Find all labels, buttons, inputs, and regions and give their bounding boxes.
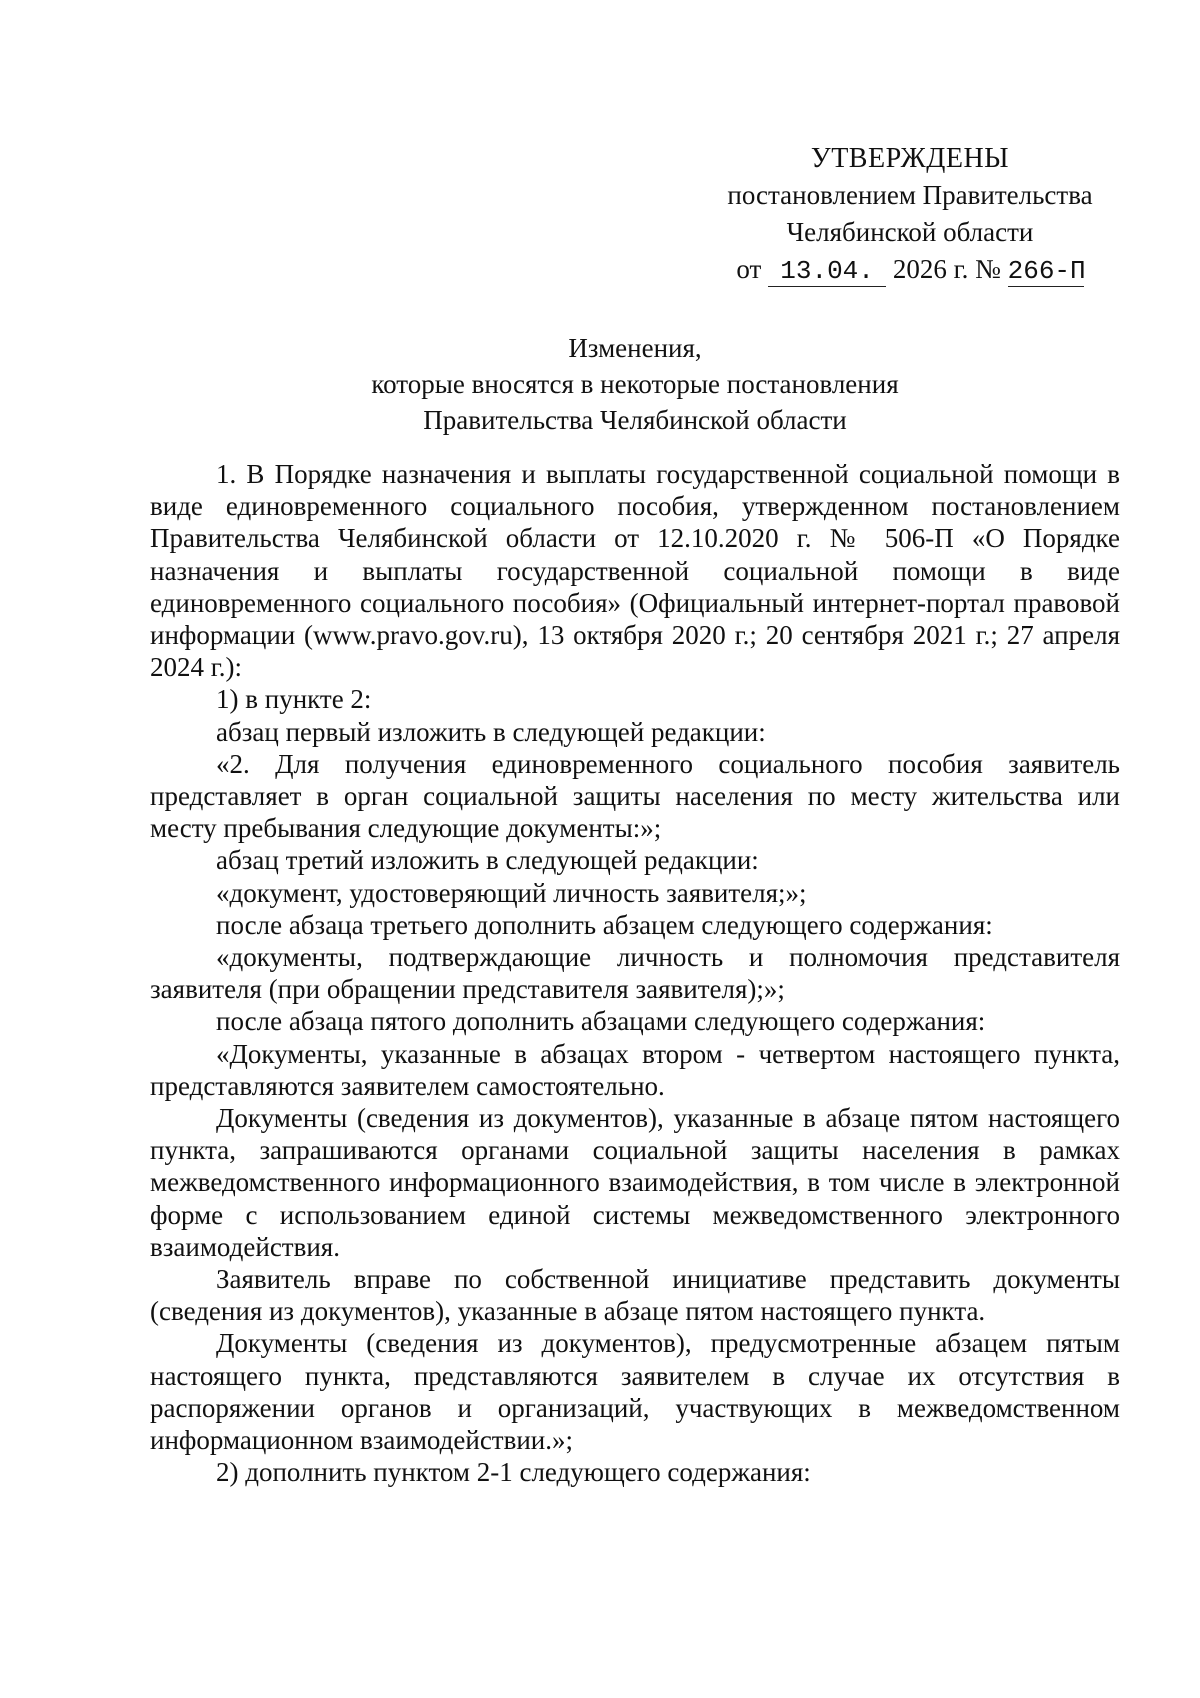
approval-title: УТВЕРЖДЕНЫ bbox=[810, 143, 1010, 174]
approval-line-1: постановлением Правительства bbox=[727, 180, 1093, 210]
approval-number-value: 266-П bbox=[1007, 256, 1086, 286]
heading-line-1: Изменения, bbox=[568, 333, 702, 363]
approval-line-2: Челябинской области bbox=[786, 217, 1034, 247]
body-paragraph: Заявитель вправе по собственной инициативе представить документы (сведения из документов), указанные в абзаце пятом настоящего пункта. bbox=[150, 1264, 1120, 1327]
body-paragraph: 1. В Порядке назначения и выплаты государственной социальной помощи в виде единовременного социального пособия, утвержденном постановлением Правительства Челябинской области от 12.10.2020 г. № 506-П «О Порядке назначения и выплаты государственной социальной помощи в виде единовременного социального пособия» (Официальный интернет-портал правовой информации (www.pravo.gov.ru), 13 октября 2020 г.; 20 сентября 2021 г.; 27 апреля 2024 г.): bbox=[150, 459, 1120, 683]
body-paragraph: Документы (сведения из документов), указанные в абзаце пятом настоящего пункта, запрашиваются органами социальной защиты населения в рамках межведомственного информационного взаимодействия, в том числе в электронной форме с использованием единой системы межведомственного электронного взаимодействия. bbox=[150, 1103, 1120, 1262]
approval-date-line bbox=[700, 251, 1120, 288]
approval-date-value: 13.04. bbox=[768, 256, 886, 287]
document-body bbox=[150, 458, 1120, 1489]
body-paragraph: «2. Для получения единовременного социального пособия заявитель представляет в орган социальной защиты населения по месту жительства или месту пребывания следующие документы:»; bbox=[150, 748, 1120, 844]
approval-from-prefix: от bbox=[736, 254, 762, 284]
body-paragraph: после абзаца пятого дополнить абзацами следующего содержания: bbox=[216, 1006, 986, 1037]
approval-year-text: 2026 г. № bbox=[892, 254, 1001, 284]
body-paragraph: 1) в пункте 2: bbox=[216, 684, 372, 715]
body-paragraph: «Документы, указанные в абзацах втором - четвертом настоящего пункта, представляются заявителем самостоятельно. bbox=[150, 1038, 1120, 1101]
body-paragraph: «документы, подтверждающие личность и полномочия представителя заявителя (при обращении представителя заявителя);»; bbox=[150, 942, 1120, 1005]
body-paragraph: Документы (сведения из документов), предусмотренные абзацем пятым настоящего пункта, представляются заявителем в случае их отсутствия в распоряжении органов и организаций, участвующих в межведомственном информационном взаимодействии.»; bbox=[150, 1328, 1120, 1456]
body-paragraph: абзац третий изложить в следующей редакции: bbox=[216, 845, 759, 876]
heading-line-2: которые вносятся в некоторые постановления bbox=[371, 369, 899, 399]
body-paragraph: «документ, удостоверяющий личность заявителя;»; bbox=[216, 877, 807, 908]
body-paragraph: 2) дополнить пунктом 2-1 следующего содержания: bbox=[216, 1457, 811, 1488]
body-paragraph: абзац первый изложить в следующей редакции: bbox=[216, 716, 766, 747]
approval-stamp-block bbox=[700, 140, 1120, 288]
document-heading bbox=[150, 330, 1120, 438]
heading-line-3: Правительства Челябинской области bbox=[423, 405, 847, 435]
body-paragraph: после абзаца третьего дополнить абзацем следующего содержания: bbox=[216, 909, 993, 940]
